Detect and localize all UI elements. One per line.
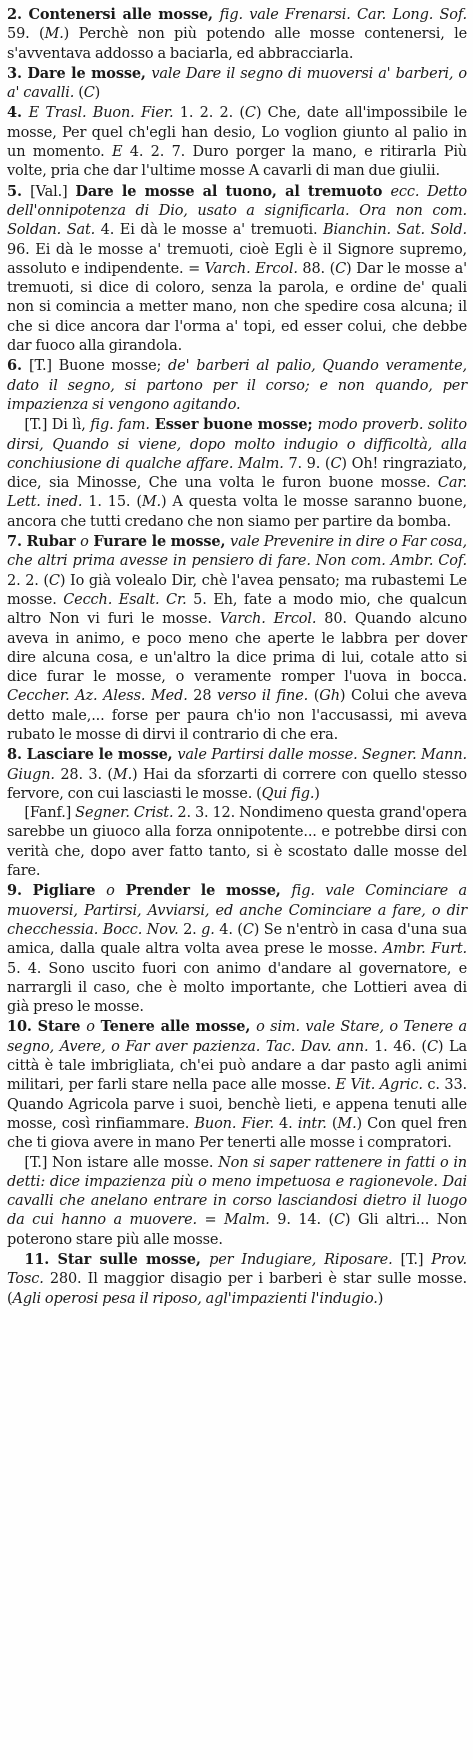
entry-text: 1. 15. ( (82, 494, 142, 511)
entry-text: 5. Eh, fate a modo mio, che qualcun altro Non vi furi le mosse. (7, 591, 467, 628)
italic-text: Gh (319, 688, 340, 705)
italic-text: o (106, 883, 115, 900)
entry-text: ) (314, 785, 320, 802)
dictionary-entry (7, 745, 467, 804)
entry-text: 88. ( (297, 260, 336, 277)
dictionary-entry (7, 1017, 467, 1153)
entry-heading-text: 2. Contenersi alle mosse, (7, 6, 220, 23)
entry-heading-text: 11. Star sulle mosse, (24, 1251, 210, 1268)
entry-text: 2. 2. ( (7, 572, 49, 589)
entry-text: ) Dar le mosse a' tremuoti, si dice di coloro, senza la parola, e ordine de' quali non si comincia a metter mano, non che spedire cosa alcuna; il che si dice ancora dar l'orma a' topi, ed esser colui, che debbe dar fuoco alla girandola. (7, 260, 467, 355)
entry-heading-text: Furare le mosse, (88, 533, 231, 551)
italic-text: M. (141, 494, 161, 511)
italic-text: C (333, 1212, 345, 1229)
entry-text: 28. 3. ( (54, 766, 113, 783)
italic-text: Ambr. Furt. (382, 941, 467, 958)
italic-text: Ceccher. Az. Aless. Med. (7, 688, 188, 705)
entry-text: 80. Quando alcuno aveva in animo, e poco meno che aperte le labbra per dover dire alcuna cosa, e un'altro la dice prima di lui, cotale atto si dice furar le mosse, o veramente romper l'uova in bocca. (7, 611, 468, 686)
italic-text: Non si saper rattenere in fatti o in detti: dice impazienza più o meno impetuosa e ragionevole. Dai cavalli che anelano entrare in corso lasciandosi dietro il luogo da cui hanno a muovere. (7, 1154, 467, 1229)
entry-text: [Val.] (30, 183, 76, 200)
entry-text: ( (326, 1115, 338, 1132)
italic-text: o (80, 534, 89, 551)
entry-text: ) Con quel fren che ti giova avere in mano Per tenerti alle mosse i compratori. (7, 1115, 467, 1152)
italic-text: fig. vale Cominciare a muoversi, Partirsi, Avviarsi, ed anche Cominciare a fare, o dir checchessia. Bocc. Nov. (7, 883, 467, 938)
entry-heading-text: Prender le mosse, (114, 882, 292, 900)
italic-text: C (83, 85, 95, 102)
italic-text: Agli operosi pesa il riposo, agl'impazienti l'indugio. (12, 1290, 378, 1307)
entry-text: 2. 3. 12. Nondimeno questa grand'opera sarebbe un giuoco alla forza onnipotente... e potrebbe dirsi con verità che, dopo aver fatto tanto, si è scostato dalle mosse del fare. (7, 805, 467, 880)
italic-text: C (330, 455, 342, 472)
dictionary-entry (7, 5, 467, 64)
italic-text: Segner. Crist. (75, 805, 174, 822)
italic-text: M. (337, 1115, 357, 1132)
italic-text: M. (44, 26, 64, 43)
entry-text: ) Perchè non più potendo alle mosse contenersi, le s'avventava addosso a baciarla, ed abbracciarla. (7, 26, 468, 62)
dictionary-entry (7, 182, 467, 357)
italic-text: g. (201, 921, 215, 938)
entry-text: [T.] Buone mosse; (29, 358, 169, 375)
dictionary-entry (7, 1250, 467, 1309)
entry-heading-text: 8. Lasciare le mosse, (7, 746, 178, 764)
entry-text: [T.] Di lì, (24, 417, 91, 434)
entry-text: [T.] (392, 1252, 432, 1268)
italic-text: C (48, 572, 60, 589)
entry-text: ) Hai da sforzarti di correre con quello stesso fervore, con cui lasciasti le mosse. ( (7, 766, 467, 802)
entry-text: ) Oh! ringraziato, dice, sia Minosse, Che una volta le furon buone mosse. (7, 455, 467, 492)
entry-text: ) Gli altri... Non poterono stare più alle mosse. (7, 1212, 467, 1248)
italic-text: E Vit. Agric. (335, 1077, 423, 1094)
entry-heading-text: 7. Rubar (7, 533, 81, 551)
entry-text: ( (308, 688, 320, 705)
italic-text: Qui fig. (261, 785, 315, 802)
italic-text: E (111, 144, 123, 161)
entry-heading-text: 5. (7, 182, 31, 200)
italic-text: intr. (297, 1115, 327, 1132)
italic-text: C (242, 921, 254, 938)
entry-text: 9. 14. ( (269, 1212, 334, 1229)
italic-text: Malm. (224, 1212, 270, 1229)
italic-text: per Indugiare, Riposare. (209, 1252, 393, 1268)
italic-text: fig. fam. (90, 417, 150, 434)
italic-text: modo proverb. solito dirsi, Quando si viene, dopo molto indugio o difficoltà, alla conchiusione di qualche affare. Malm. (7, 417, 467, 472)
entry-text: 7. 9. ( (283, 455, 331, 472)
entry-heading-text: Tenere alle mosse, (94, 1018, 257, 1036)
entry-text: 280. Il maggior disagio per i barberi è star sulle mosse. ( (7, 1271, 467, 1307)
italic-text: Prov. Tosc. (7, 1252, 467, 1288)
entry-text: = (196, 1212, 225, 1229)
italic-text: C (335, 260, 347, 277)
entry-text: ( (78, 85, 84, 102)
italic-text: Varch. Ercol. (204, 260, 298, 277)
italic-text: Car. Lett. ined. (7, 475, 467, 511)
italic-text: o (86, 1019, 95, 1036)
dictionary-entry (7, 532, 467, 745)
entry-text: ) La città è tale imbrigliata, ch'ei può andare a dar pasto agli animi militari, per farli stare nella pace alle mosse. (7, 1038, 467, 1094)
italic-text: o sim. vale Stare, o Tenere a segno, Avere, o Far aver pazienza. Tac. Dav. ann. (7, 1019, 467, 1055)
entry-text: 4. (273, 1115, 298, 1132)
entry-heading-text: 3. Dare le mosse, (7, 64, 152, 82)
entry-text: ) A questa volta le mosse saranno buone, ancora che tutti credano che non siamo per partire da bomba. (7, 494, 467, 530)
entry-heading-text: Dare le mosse al tuono, al tremuoto (75, 182, 391, 200)
entry-text: 59. ( (7, 26, 45, 43)
entry-text: 1. 2. 2. ( (173, 105, 245, 122)
dictionary-entry (7, 1154, 467, 1250)
entry-text: [T.] Non istare alle mosse. (24, 1154, 219, 1171)
entry-text: 4. 2. 7. Duro porger la mano, e ritirarla Più volte, pria che dar l'ultime mosse A cavarli di man due giulii. (7, 144, 467, 180)
entry-text: ) (377, 1290, 384, 1307)
entry-text: c. 33. Quando Agricola parve i suoi, benchè lieti, e appena tenuti alle mosse, così rinfiammare. (7, 1077, 467, 1132)
italic-text: C (244, 105, 256, 122)
entry-text: ) Se n'entrò in casa d'una sua amica, dalla quale altra volta avea prese le mosse. (7, 921, 468, 958)
dictionary-entry (7, 415, 467, 532)
italic-text: vale Partirsi dalle mosse. Segner. Mann. Giugn. (7, 747, 467, 783)
entry-text: 2. (178, 921, 202, 938)
entry-text: ) Che, date all'impossibile le mosse, Per quel ch'egli han desio, Lo voglion giunto al palio in un momento. (7, 105, 467, 161)
entry-heading-text: 6. (7, 357, 30, 375)
entry-heading-text: 4. (7, 104, 29, 122)
entry-text: ) Io già volealo Dir, chè l'avea pensato; ma rubastemi Le mosse. (7, 572, 467, 608)
entry-text: 4. ( (214, 921, 243, 938)
italic-text: verso il fine. (217, 688, 309, 705)
italic-text: Cecch. Esalt. Cr. (63, 591, 187, 608)
dictionary-entry (7, 881, 467, 1017)
italic-text: vale Dare il segno di muoversi a' barberi, o a' cavalli. (7, 65, 467, 102)
italic-text: vale Prevenire in dire o Far cosa, che altri prima avesse in pensiero di fare. Non com. Ambr. Cof. (7, 534, 467, 570)
entry-text: 5. 4. Sono uscito fuori con animo d'andare al governatore, e narrargli il caso, che è molto importante, che Lottieri avea di già preso le mosse. (7, 960, 467, 1016)
entry-list (7, 5, 467, 1309)
dictionary-entry (7, 804, 467, 881)
italic-text: Buon. Fier. (194, 1115, 274, 1132)
italic-text: M. (112, 766, 133, 783)
entry-heading-text: 10. Stare (7, 1018, 87, 1036)
italic-text: de' barberi al palio, Quando veramente, dato il segno, si partono per il corso; e non quando, per impazienza si vengono agitando. (7, 358, 467, 413)
entry-heading-text: Esser buone mosse; (149, 416, 318, 434)
italic-text: Varch. Ercol. (219, 611, 317, 628)
italic-text: E Trasl. Buon. Fier. (28, 105, 174, 122)
entry-text: 4. Ei dà le mosse a' tremuoti. (95, 222, 324, 239)
dictionary-entry (7, 103, 467, 181)
entry-text: 96. Ei dà le mosse a' tremuoti, cioè Egli è il Signore supremo, assoluto e indipendente. = (7, 241, 467, 277)
italic-text: ecc. Detto dell'onnipotenza di Dio, usato a significarla. Ora non com. Soldan. Sat. (7, 183, 467, 239)
italic-text: fig. vale Frenarsi. Car. Long. Sof. (219, 7, 467, 23)
entry-text: 28 (187, 688, 218, 705)
entry-heading-text: 9. Pigliare (7, 882, 107, 900)
dictionary-entry (7, 356, 467, 415)
italic-text: Bianchin. Sat. Sold. (323, 222, 467, 239)
dictionary-entry (7, 64, 467, 104)
italic-text: C (426, 1038, 438, 1055)
entry-text: 1. 46. ( (368, 1038, 427, 1055)
entry-text: [Fanf.] (24, 805, 76, 822)
entry-text: ) (94, 85, 101, 102)
entry-text: ) Colui che aveva detto male,... forse per paura ch'io non l'accusassi, mi aveva rubato le mosse di dirvi il contrario di che era. (7, 688, 468, 743)
